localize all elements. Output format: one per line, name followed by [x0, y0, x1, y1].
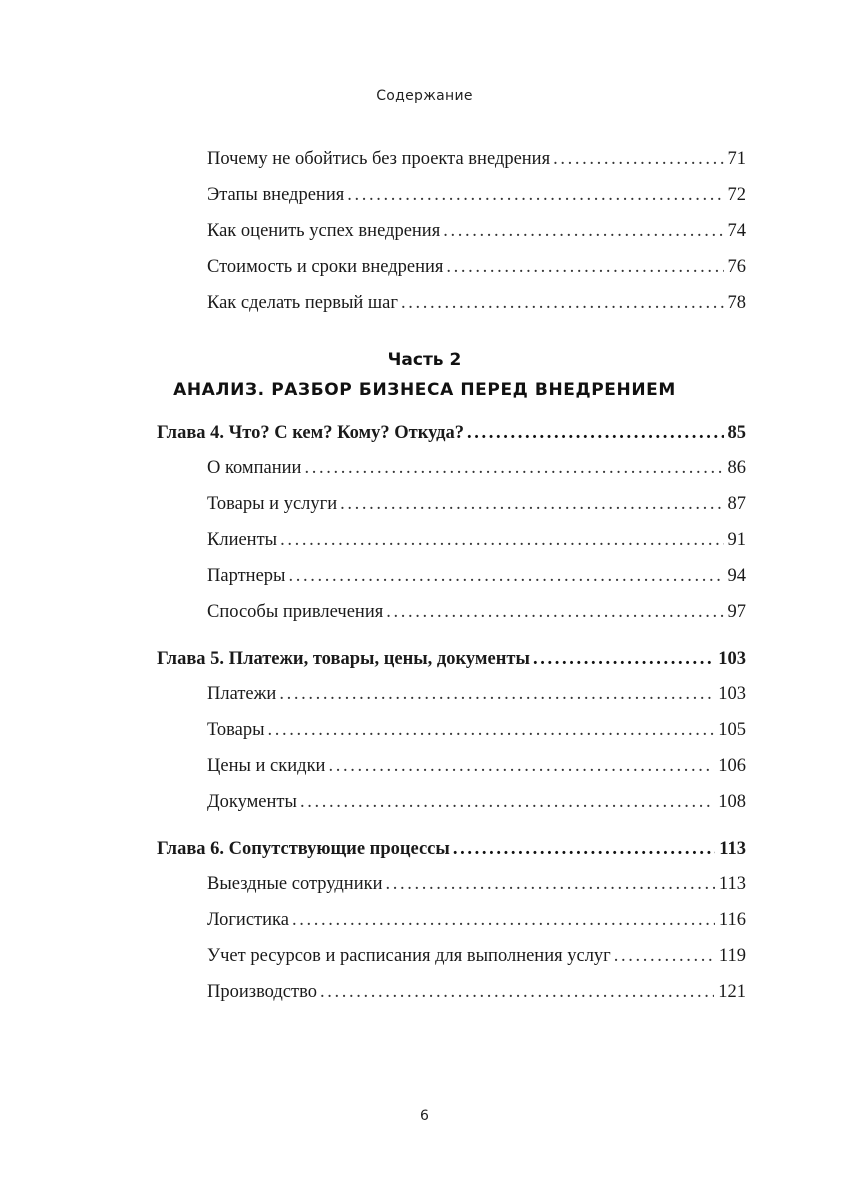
toc-entry-page: 106 [718, 756, 746, 776]
toc-entry[interactable] [207, 872, 746, 896]
toc-entry-title: Как сделать первый шаг [207, 293, 398, 313]
toc-entry-page: 108 [718, 792, 746, 812]
toc-entry-title: Учет ресурсов и расписания для выполнения услуг [207, 946, 611, 966]
toc-entry-title: Клиенты [207, 530, 278, 550]
toc-entry[interactable] [207, 564, 746, 588]
toc-entry-title: Товары [207, 720, 265, 740]
toc-entry[interactable] [207, 980, 746, 1004]
dot-leader [401, 291, 724, 315]
dot-leader [453, 837, 715, 861]
toc-entry-page: 116 [718, 910, 746, 930]
toc-chapter-page: 103 [718, 649, 746, 669]
toc-entry-title: Почему не обойтись без проекта внедрения [207, 149, 551, 169]
part-title: АНАЛИЗ. РАЗБОР БИЗНЕСА ПЕРЕД ВНЕДРЕНИЕМ [173, 380, 676, 400]
toc-chapter-title: Глава 6. Сопутствующие процессы [157, 839, 450, 859]
toc-entry[interactable] [207, 682, 746, 706]
toc-entry[interactable] [207, 147, 746, 171]
toc-entry-title: Цены и скидки [207, 756, 326, 776]
toc-entry-title: Производство [207, 982, 317, 1002]
toc-entry-title: Платежи [207, 684, 277, 704]
toc-entry[interactable] [207, 219, 746, 243]
toc-entry-title: Логистика [207, 910, 289, 930]
toc-entry-title: Партнеры [207, 566, 286, 586]
toc-entry[interactable] [207, 600, 746, 624]
toc-entry-page: 105 [718, 720, 746, 740]
part-label: Часть 2 [387, 350, 462, 370]
toc-entry-page: 72 [727, 185, 746, 205]
dot-leader [328, 754, 714, 778]
running-head: Содержание [376, 88, 473, 104]
toc-entry-title: Как оценить успех внедрения [207, 221, 441, 241]
toc-entry-title: Документы [207, 792, 297, 812]
toc-entry-page: 97 [727, 602, 746, 622]
toc-chapter[interactable] [157, 647, 746, 671]
toc-chapter-page: 85 [727, 423, 746, 443]
dot-leader [553, 147, 723, 171]
toc-entry-page: 71 [727, 149, 746, 169]
dot-leader [446, 255, 723, 279]
dot-leader [347, 183, 723, 207]
toc-entry-page: 113 [718, 874, 746, 894]
toc-entry[interactable] [207, 944, 746, 968]
toc-entry[interactable] [207, 528, 746, 552]
page-number: 6 [420, 1108, 429, 1124]
toc-chapter-title: Глава 4. Что? С кем? Кому? Откуда? [157, 423, 465, 443]
dot-leader [300, 790, 714, 814]
toc-entry-page: 74 [727, 221, 746, 241]
toc-entry-title: Способы привлечения [207, 602, 384, 622]
dot-leader [467, 421, 723, 445]
toc-entry-title: Стоимость и сроки внедрения [207, 257, 444, 277]
toc-entry[interactable] [207, 183, 746, 207]
toc-entry-page: 119 [718, 946, 746, 966]
toc-entry-page: 76 [727, 257, 746, 277]
toc-chapter[interactable] [157, 421, 746, 445]
toc-entry[interactable] [207, 456, 746, 480]
toc-entry[interactable] [207, 492, 746, 516]
dot-leader [288, 564, 723, 588]
toc-entry-page: 103 [718, 684, 746, 704]
dot-leader [614, 944, 715, 968]
dot-leader [279, 682, 714, 706]
dot-leader [385, 872, 714, 896]
dot-leader [292, 908, 715, 932]
toc-entry-title: О компании [207, 458, 302, 478]
toc-entry-title: Товары и услуги [207, 494, 338, 514]
dot-leader [386, 600, 723, 624]
toc-chapter-page: 113 [719, 839, 746, 859]
toc-entry-page: 78 [727, 293, 746, 313]
toc-entry-page: 121 [718, 982, 746, 1002]
toc-entry[interactable] [207, 908, 746, 932]
dot-leader [340, 492, 723, 516]
toc-entry-title: Этапы внедрения [207, 185, 345, 205]
toc-entry-page: 91 [727, 530, 746, 550]
toc-entry-page: 94 [727, 566, 746, 586]
toc-entry[interactable] [207, 255, 746, 279]
dot-leader [443, 219, 723, 243]
toc-entry[interactable] [207, 718, 746, 742]
dot-leader [533, 647, 714, 671]
dot-leader [304, 456, 723, 480]
toc-entry[interactable] [207, 790, 746, 814]
toc-entry[interactable] [207, 291, 746, 315]
toc-chapter[interactable] [157, 837, 746, 861]
toc-chapter-title: Глава 5. Платежи, товары, цены, документы [157, 649, 530, 669]
dot-leader [320, 980, 714, 1004]
toc-entry[interactable] [207, 754, 746, 778]
toc-entry-page: 86 [727, 458, 746, 478]
toc-entry-page: 87 [727, 494, 746, 514]
toc-entry-title: Выездные сотрудники [207, 874, 383, 894]
dot-leader [268, 718, 715, 742]
dot-leader [280, 528, 723, 552]
